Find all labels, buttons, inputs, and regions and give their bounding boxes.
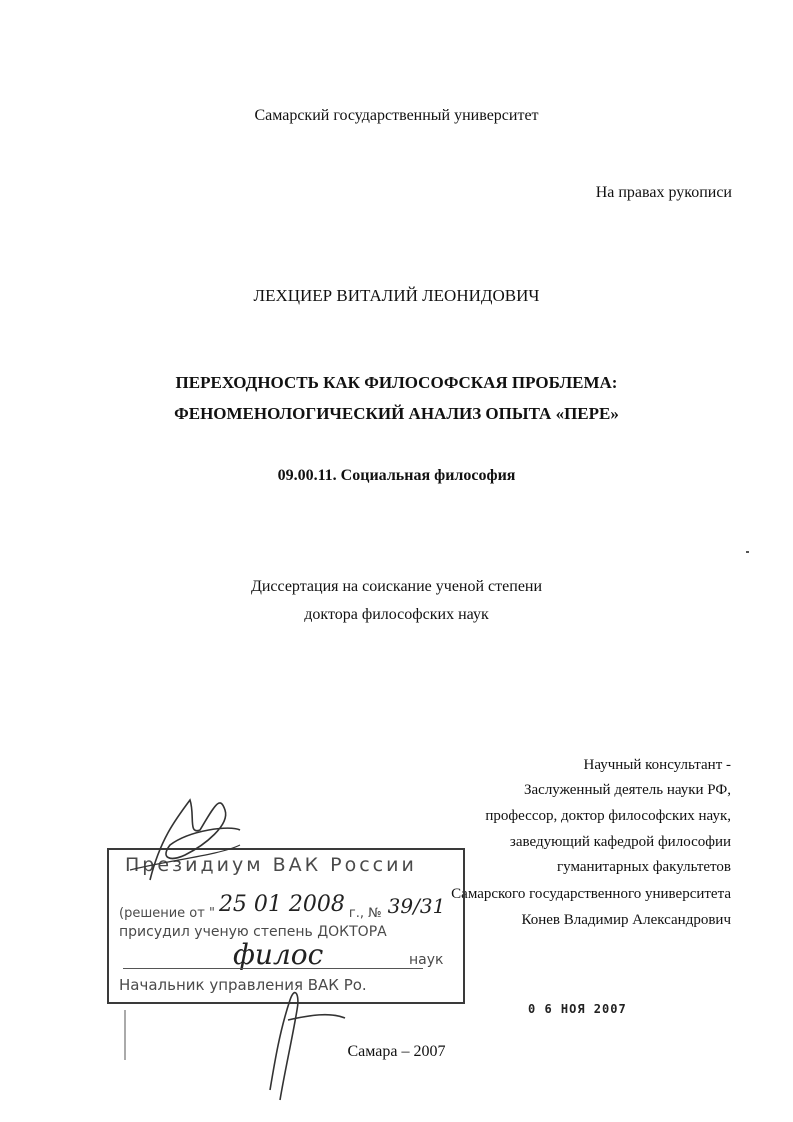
stamp-decision-mid: г., № bbox=[348, 906, 382, 921]
handwritten-date: 25 01 2008 bbox=[218, 892, 345, 917]
consultant-line: Научный консультант - bbox=[583, 757, 731, 773]
consultant-line: Заслуженный деятель науки РФ, bbox=[523, 782, 731, 798]
received-date-stamp: 0 6 НОЯ 2007 bbox=[528, 1002, 627, 1016]
consultant-line: Самарского государственного университета bbox=[451, 886, 731, 902]
handwritten-number: 39/31 bbox=[387, 894, 446, 918]
stamp-decision-prefix: (решение от " bbox=[119, 906, 215, 921]
dissertation-title-line-2: ФЕНОМЕНОЛОГИЧЕСКИЙ АНАЛИЗ ОПЫТА «ПЕРЕ» bbox=[174, 404, 619, 423]
degree-line-1: Диссертация на соискание ученой степени bbox=[250, 578, 543, 595]
stamp-title: Президиум ВАК России bbox=[125, 854, 417, 876]
specialty-code: 09.00.11. Социальная философия bbox=[277, 467, 516, 484]
consultant-line: профессор, доктор философских наук, bbox=[485, 808, 731, 824]
degree-line-2: доктора философских наук bbox=[304, 606, 489, 623]
dissertation-title-line-1: ПЕРЕХОДНОСТЬ КАК ФИЛОСОФСКАЯ ПРОБЛЕМА: bbox=[175, 373, 618, 392]
stamp-sciences: наук bbox=[409, 952, 444, 968]
stamp-head-line: Начальник управления ВАК Ро. bbox=[119, 976, 367, 994]
consultant-line: гуманитарных факультетов bbox=[556, 859, 731, 875]
stamp-awarded-line: присудил ученую степень ДОКТОРА bbox=[119, 924, 387, 940]
signature-top bbox=[150, 800, 240, 880]
manuscript-rights-note: На правах рукописи bbox=[595, 184, 732, 201]
author-name: ЛЕХЦИЕР ВИТАЛИЙ ЛЕОНИДОВИЧ bbox=[253, 286, 540, 305]
city-year: Самара – 2007 bbox=[347, 1043, 446, 1060]
consultant-line: Конев Владимир Александрович bbox=[521, 912, 731, 928]
university-name: Самарский государственный университет bbox=[254, 107, 539, 124]
handwritten-field: филос bbox=[233, 938, 324, 971]
signature-flourish bbox=[130, 845, 240, 870]
consultant-line: заведующий кафедрой философии bbox=[509, 834, 731, 850]
